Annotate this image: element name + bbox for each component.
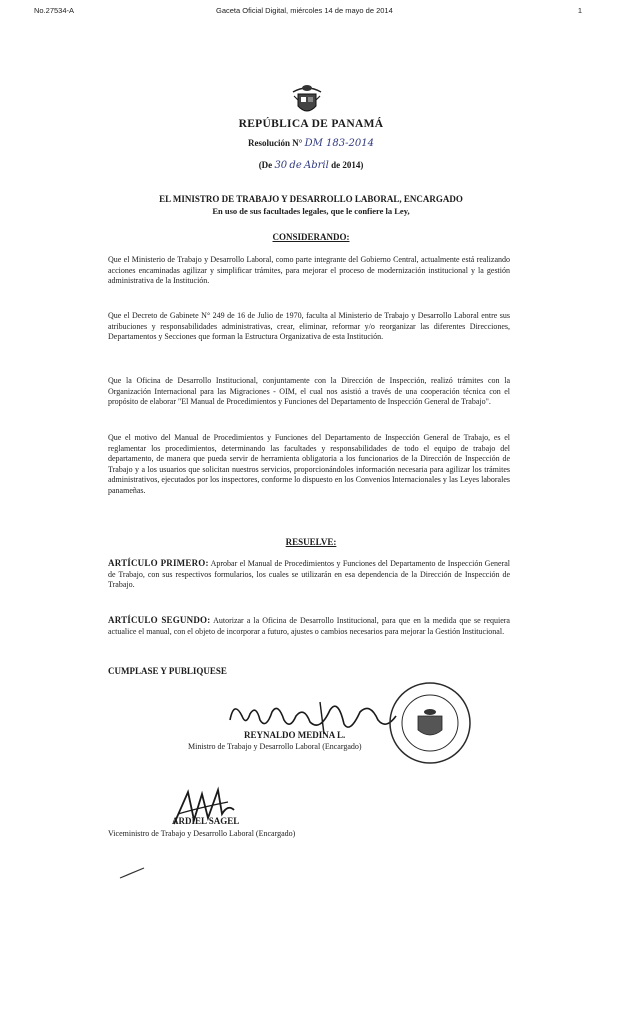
article-first bbox=[108, 558, 510, 591]
date-de: de bbox=[289, 160, 302, 171]
considerando-paragraph: Que el Ministerio de Trabajo y Desarrollo Laboral, como parte integrante del Gobierno Central, actualmente está realizando acciones encaminadas agilizar y simplificar trámites, para mejorar el proceso de modernización institucional y la gestión administrativa de la Institución. bbox=[108, 255, 510, 285]
legal-powers-line: En uso de sus facultades legales, que le confiere la Ley, bbox=[212, 206, 410, 216]
viceminister-name: ARDIEL SAGEL bbox=[172, 816, 240, 826]
minister-heading: EL MINISTRO DE TRABAJO Y DESARROLLO LABORAL, ENCARGADO bbox=[159, 194, 463, 204]
article-text: Autorizar a la Oficina de Desarrollo Institucional, para que en la medida que se requiera actualice el manual, con el objeto de incorporar a futuro, ajustes o cambios necesarios para mejorar la Gestión Institucional. bbox=[108, 616, 510, 636]
minister-role: Ministro de Trabajo y Desarrollo Laboral (Encargado) bbox=[188, 742, 362, 751]
minister-name: REYNALDO MEDINA L. bbox=[244, 730, 346, 740]
date-suffix: de 2014) bbox=[331, 160, 364, 170]
date-month: Abril bbox=[304, 160, 329, 171]
resolution-handwritten-number: DM 183-2014 bbox=[304, 138, 374, 149]
article-text: Aprobar el Manual de Procedimientos y Funciones del Departamento de Inspección General de Trabajo, con sus respectivos formularios, los cuales se utilizarán en esa dependencia de la Dirección de Inspección de Trabajo. bbox=[108, 559, 511, 589]
resolution-label: Resolución N° bbox=[248, 138, 303, 148]
gazette-title: Gaceta Oficial Digital, miércoles 14 de mayo de 2014 bbox=[216, 6, 393, 15]
considerando-paragraph: Que el motivo del Manual de Procedimientos y Funciones del Departamento de Inspección General de Trabajo, es el reglamentar los procedimientos, determinando las facultades y responsabilidades de todo el equipo de trabajo del departamento, de manera que pueda servir de herramienta obligatoria a los funcionarios de la Dirección de Inspección de Trabajo y a los usuarios que solicitan nuestros servicios, proporcionándoles información necesaria para agilizar los trámites administrativos, ejecutados por los inspectores, conforme lo dispuesto en los Convenios Internacionales y las Leyes laborales panameñas. bbox=[108, 433, 510, 495]
resolution-date bbox=[0, 160, 622, 171]
considerando-paragraph: Que el Decreto de Gabinete N° 249 de 16 de Julio de 1970, faculta al Ministerio de Trabajo y Desarrollo Laboral entre sus atribuciones y responsabilidades administrativas, crear, eliminar, reformar y/o reorganizar las diferentes Direcciones, Departamentos y Secciones que forman la Estructura Organizativa de esta Institución. bbox=[108, 311, 510, 341]
republic-title: REPÚBLICA DE PANAMÁ bbox=[238, 118, 384, 130]
article-second bbox=[108, 615, 510, 637]
date-prefix: (De bbox=[258, 160, 273, 170]
gazette-number: No.27534-A bbox=[34, 6, 75, 15]
cumplase-line: CUMPLASE Y PUBLIQUESE bbox=[108, 666, 227, 676]
official-stamp bbox=[385, 678, 475, 768]
coat-of-arms-icon bbox=[289, 82, 325, 118]
viceminister-role: Viceministro de Trabajo y Desarrollo Laboral (Encargado) bbox=[108, 829, 296, 838]
article-title: ARTÍCULO PRIMERO: bbox=[108, 558, 209, 568]
considerando-paragraph: Que la Oficina de Desarrollo Institucional, conjuntamente con la Dirección de Inspección, realizó trámites con la Organización Internacional para las Migraciones - OIM, el cual nos asistió a través de una cooperación técnica con el propósito de elaborar "El Manual de Procedimientos y Funciones del Departamento de Inspección General de Trabajo". bbox=[108, 376, 510, 406]
considerando-heading: CONSIDERANDO: bbox=[272, 232, 350, 242]
page-number: 1 bbox=[577, 6, 582, 15]
date-day: 30 bbox=[274, 160, 288, 171]
resolution-number bbox=[0, 138, 622, 149]
stray-pen-mark bbox=[118, 866, 148, 880]
article-title: ARTÍCULO SEGUNDO: bbox=[108, 615, 211, 625]
resuelve-heading: RESUELVE: bbox=[285, 537, 337, 547]
